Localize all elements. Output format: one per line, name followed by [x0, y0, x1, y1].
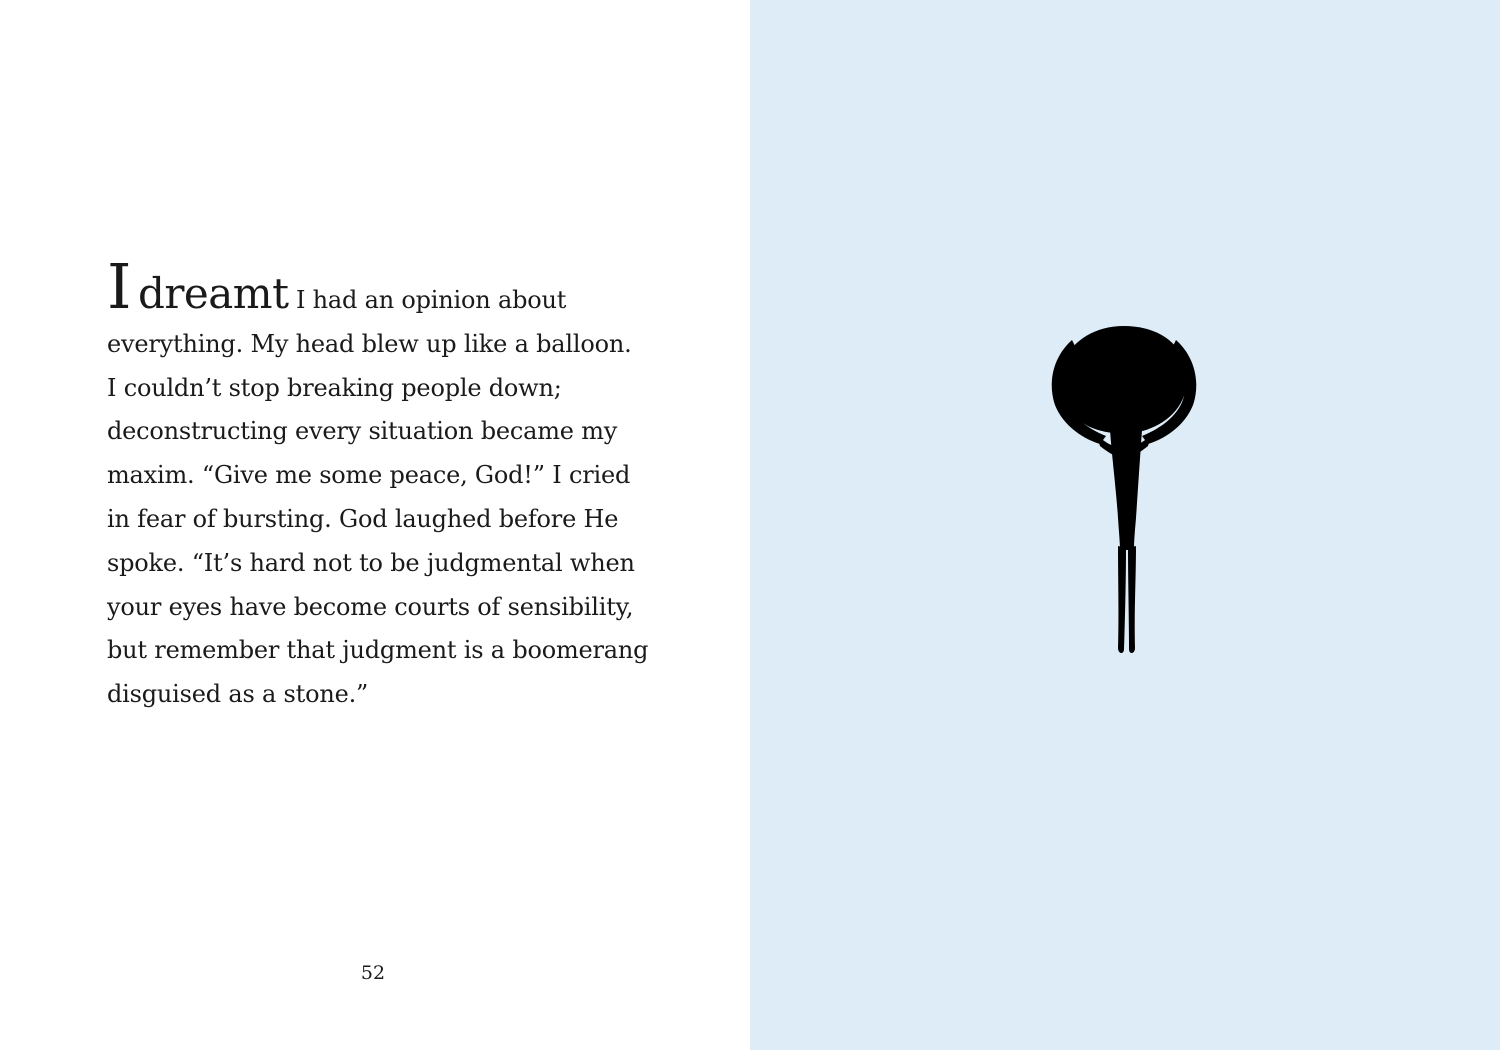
- figure-svg: [1040, 318, 1210, 663]
- poem-line-3: I couldn’t stop breaking people down;: [107, 373, 562, 402]
- poem-line-7: spoke. “It’s hard not to be judgmental when: [107, 548, 635, 577]
- poem-line-5: maxim. “Give me some peace, God!” I cried: [107, 461, 631, 490]
- poem-line-8: your eyes have become courts of sensibility,: [107, 592, 634, 621]
- figure-torso: [1110, 430, 1142, 550]
- poem-line-9: but remember that judgment is a boomerang: [107, 636, 649, 665]
- lead-word: dreamt: [137, 269, 289, 318]
- page-number: 52: [360, 962, 386, 984]
- poem-line-1: [107, 250, 667, 323]
- poem-line-text: I had an opinion about: [295, 286, 567, 314]
- balloon-head-figure-icon: [1040, 318, 1210, 663]
- right-page: [750, 0, 1500, 1050]
- lead-initial: I: [107, 250, 131, 323]
- figure-left-leg: [1118, 546, 1126, 653]
- poem-line-6: in fear of bursting. God laughed before He: [107, 504, 619, 533]
- poem-line-2: everything. My head blew up like a balloon.: [107, 329, 632, 358]
- figure-right-leg: [1128, 546, 1136, 653]
- poem-line-4: deconstructing every situation became my: [107, 417, 618, 446]
- figure-head: [1061, 326, 1187, 433]
- poem-text: [107, 250, 667, 717]
- poem-line-10: disguised as a stone.”: [107, 680, 369, 709]
